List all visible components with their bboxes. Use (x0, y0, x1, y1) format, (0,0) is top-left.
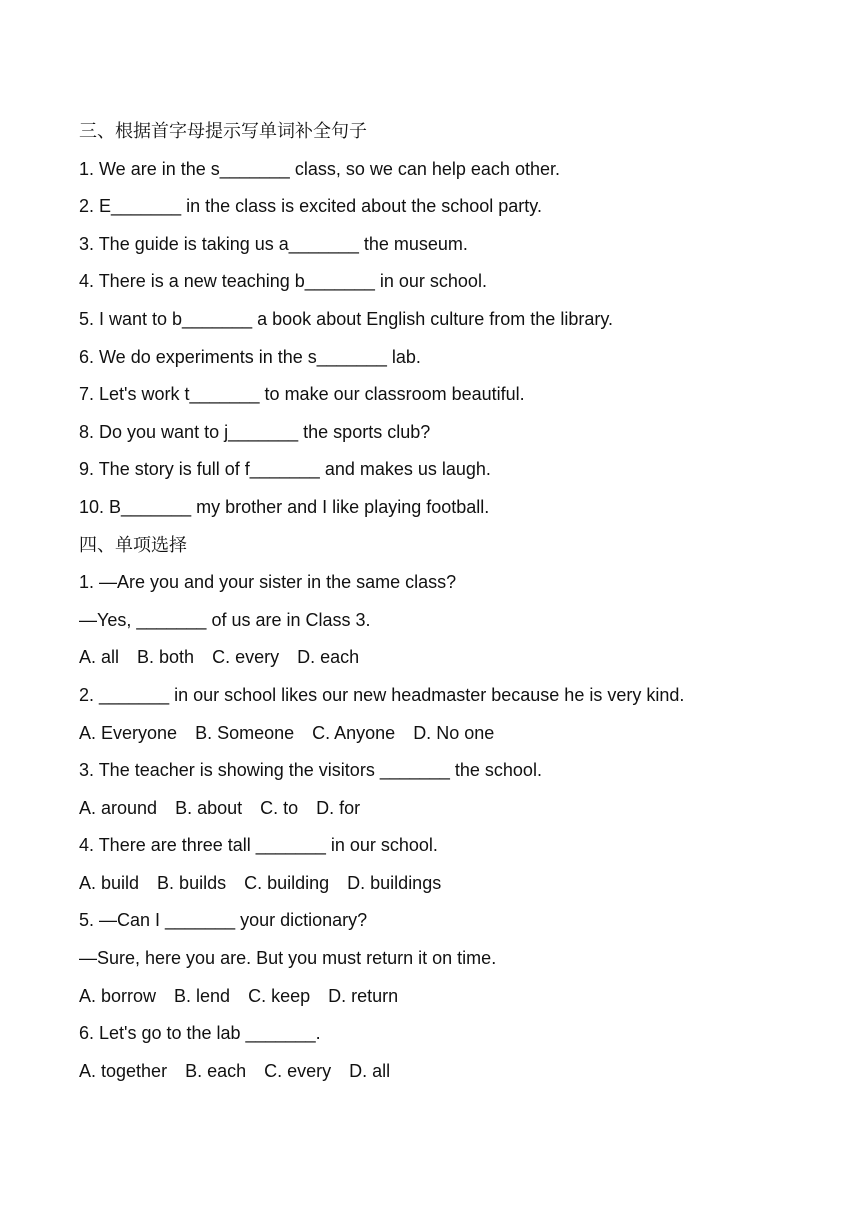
question-1-stem: 1. —Are you and your sister in the same class? (79, 572, 457, 593)
option-c: C. keep (248, 985, 311, 1006)
question-5-stem: 5. —Can I _______ your dictionary? (79, 910, 368, 931)
question-3-stem: 3. The teacher is showing the visitors _______ the school. (79, 760, 542, 781)
question-6-options (79, 1053, 819, 1091)
fill-in-item-10: 10. B_______ my brother and I like playing football. (79, 496, 490, 517)
option-b: B. each (185, 1060, 247, 1081)
fill-in-item-5: 5. I want to b_______ a book about English culture from the library. (79, 308, 613, 329)
fill-in-item-7: 7. Let's work t_______ to make our classroom beautiful. (79, 384, 525, 405)
option-d: D. all (349, 1060, 391, 1081)
option-d: D. No one (413, 722, 495, 743)
option-c: C. building (244, 872, 330, 893)
option-c: C. to (260, 797, 299, 818)
option-a: A. Everyone (79, 722, 178, 743)
question-5-reply: —Sure, here you are. But you must return it on time. (79, 948, 497, 969)
section-3-heading: 三、根据首字母提示写单词补全句子 (79, 121, 367, 142)
option-c: C. every (212, 647, 280, 668)
question-4-options (79, 865, 819, 903)
worksheet-content (79, 113, 819, 1090)
option-d: D. buildings (347, 872, 442, 893)
option-b: B. about (175, 797, 243, 818)
option-b: B. Someone (195, 722, 295, 743)
fill-in-item-3: 3. The guide is taking us a_______ the museum. (79, 233, 468, 254)
option-d: D. for (316, 797, 361, 818)
question-2-options (79, 715, 819, 753)
option-a: A. borrow (79, 985, 157, 1006)
option-b: B. lend (174, 985, 231, 1006)
question-6-stem: 6. Let's go to the lab _______. (79, 1023, 321, 1044)
option-c: C. Anyone (312, 722, 396, 743)
option-d: D. return (328, 985, 399, 1006)
option-c: C. every (264, 1060, 332, 1081)
fill-in-item-1: 1. We are in the s_______ class, so we can help each other. (79, 158, 560, 179)
fill-in-item-8: 8. Do you want to j_______ the sports club? (79, 421, 431, 442)
option-d: D. each (297, 647, 360, 668)
fill-in-item-2: 2. E_______ in the class is excited about the school party. (79, 196, 542, 217)
fill-in-item-9: 9. The story is full of f_______ and makes us laugh. (79, 459, 491, 480)
question-1-options (79, 639, 819, 677)
fill-in-item-6: 6. We do experiments in the s_______ lab. (79, 346, 421, 367)
option-a: A. around (79, 797, 158, 818)
option-a: A. build (79, 872, 140, 893)
fill-in-item-4: 4. There is a new teaching b_______ in our school. (79, 271, 487, 292)
question-5-options (79, 978, 819, 1016)
option-a: A. together (79, 1060, 168, 1081)
question-1-reply: —Yes, _______ of us are in Class 3. (79, 609, 371, 630)
option-b: B. builds (157, 872, 227, 893)
option-a: A. all (79, 647, 120, 668)
section-4-heading: 四、单项选择 (79, 534, 187, 556)
question-2-stem: 2. _______ in our school likes our new headmaster because he is very kind. (79, 684, 685, 705)
question-3-options (79, 790, 819, 828)
option-b: B. both (137, 647, 195, 668)
question-4-stem: 4. There are three tall _______ in our school. (79, 835, 438, 856)
